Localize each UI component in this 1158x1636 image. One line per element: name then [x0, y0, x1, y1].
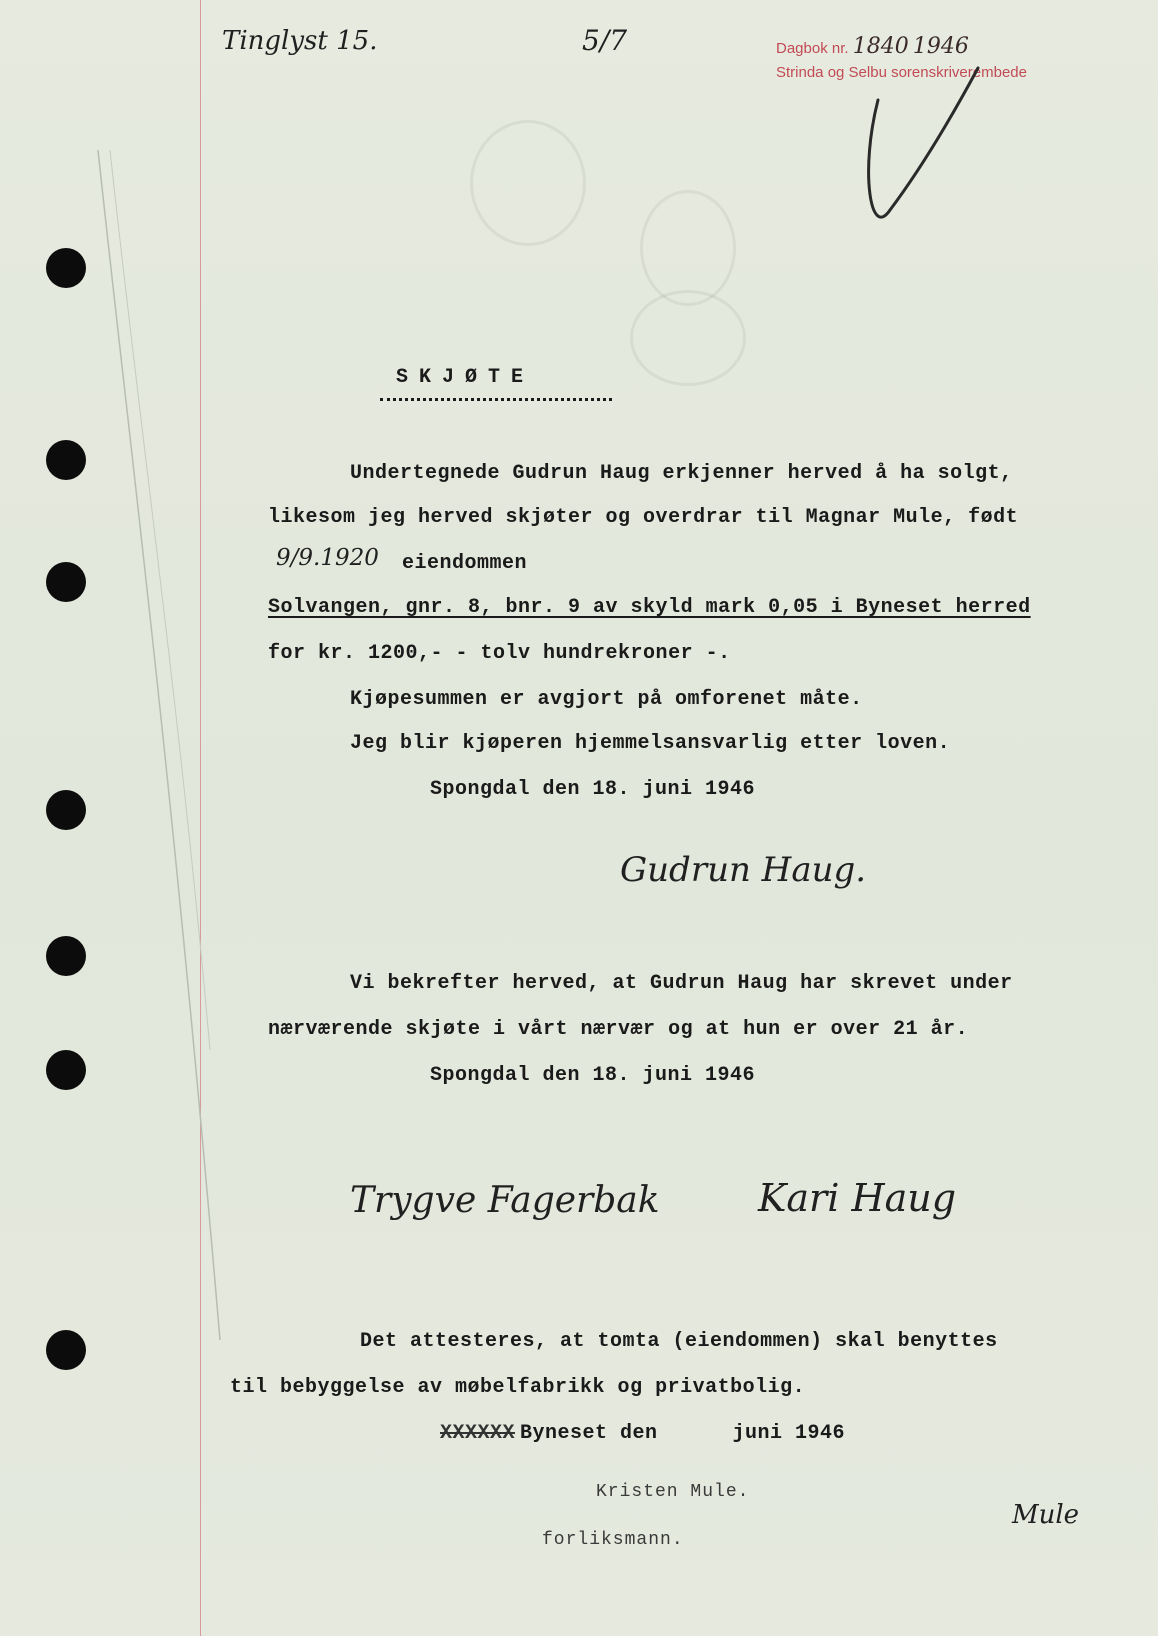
punch-hole	[46, 1330, 86, 1370]
handwritten-date: 5/7	[582, 24, 628, 57]
diary-stamp-line1	[776, 34, 969, 59]
signature-seller: Gudrun Haug.	[620, 850, 867, 890]
punch-hole	[46, 562, 86, 602]
paragraph-line: til bebyggelse av møbelfabrikk og privatbolig.	[230, 1376, 806, 1399]
paragraph-line: Undertegnede Gudrun Haug erkjenner herved å ha solgt,	[350, 462, 1013, 485]
handwritten-birthdate: 9/9.1920	[276, 545, 379, 571]
paragraph-line: Vi bekrefter herved, at Gudrun Haug har skrevet under	[350, 972, 1013, 995]
official-name: Kristen Mule.	[596, 1482, 750, 1502]
title-underline	[380, 398, 612, 401]
paragraph-line: Jeg blir kjøperen hjemmelsansvarlig etter loven.	[350, 732, 951, 755]
check-mark	[850, 60, 990, 240]
show-through-ring	[630, 290, 746, 386]
official-title: forliksmann.	[542, 1530, 684, 1550]
pencil-line	[90, 150, 230, 1350]
paragraph-line: nærværende skjøte i vårt nærvær og at hun er over 21 år.	[268, 1018, 969, 1041]
show-through-ring	[640, 190, 736, 306]
document-title: SKJØTE	[396, 366, 535, 389]
signature-witness: Kari Haug	[758, 1176, 957, 1220]
place-date: Spongdal den 18. juni 1946	[430, 1064, 756, 1087]
paragraph-line: likesom jeg herved skjøter og overdrar til Magnar Mule, født	[268, 506, 1019, 529]
paragraph-line: for kr. 1200,- - tolv hundrekroner -.	[268, 642, 731, 665]
initials: Mule	[1012, 1500, 1080, 1530]
place-date: Byneset den juni 1946	[520, 1422, 846, 1445]
punch-hole	[46, 1050, 86, 1090]
stamp-label: Dagbok nr.	[776, 40, 849, 57]
struck-text: XXXXXX	[440, 1422, 516, 1445]
property-description: Solvangen, gnr. 8, bnr. 9 av skyld mark 0,05 i Byneset herred	[268, 596, 1031, 619]
paragraph-line: Kjøpesummen er avgjort på omforenet måte.	[350, 688, 863, 711]
punch-hole	[46, 936, 86, 976]
punch-hole	[46, 440, 86, 480]
diary-stamp-line2: Strinda og Selbu sorenskriverembede	[776, 64, 1027, 81]
stamp-number: 1840	[852, 34, 909, 59]
punch-hole	[46, 248, 86, 288]
show-through-ring	[470, 120, 586, 246]
place-date: Spongdal den 18. juni 1946	[430, 778, 756, 801]
paragraph-line: eiendommen	[402, 552, 528, 575]
signature-witness: Trygve Fagerbak	[350, 1180, 660, 1221]
handwritten-registration-note: Tinglyst 15.	[222, 26, 378, 56]
punch-hole	[46, 790, 86, 830]
stamp-year: 1946	[912, 34, 969, 59]
paragraph-line: Det attesteres, at tomta (eiendommen) skal benyttes	[360, 1330, 998, 1353]
